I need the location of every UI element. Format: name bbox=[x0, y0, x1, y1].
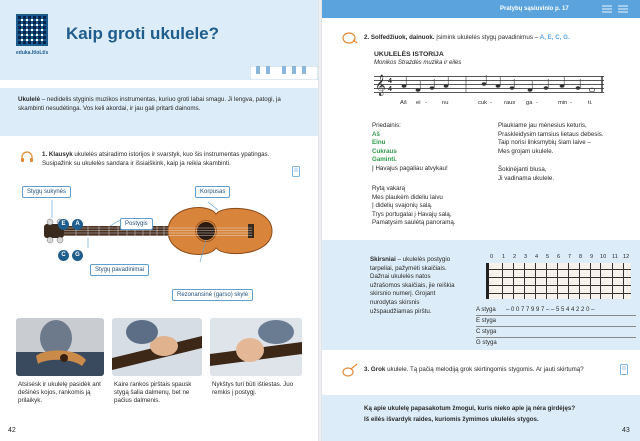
label-neck: Postygis bbox=[120, 218, 153, 230]
piano-keys-decoration bbox=[250, 66, 318, 80]
guitar-play-icon bbox=[342, 363, 358, 377]
string-letter-a: A bbox=[72, 219, 83, 230]
svg-text:𝄞: 𝄞 bbox=[375, 75, 386, 96]
tablet-icon[interactable] bbox=[292, 166, 300, 177]
menu-icons[interactable] bbox=[600, 3, 632, 15]
label-soundhole: Rezonansinė (garso) skylė bbox=[172, 289, 253, 301]
headphones-icon bbox=[20, 151, 34, 163]
question-2: Iš eilės išvardyk raides, kuriomis žymimos ukulelės stygos. bbox=[364, 416, 539, 423]
caption-2: Kaire rankos pirštais spausk stygą šalia dalmenų, bet ne pačius dalmenis. bbox=[114, 381, 192, 404]
workbook-reference[interactable]: Pratybų sąsiuvinio p. 17 bbox=[500, 6, 569, 12]
music-staff bbox=[374, 76, 604, 94]
page-title: Kaip groti ukulele? bbox=[66, 24, 220, 43]
label-tuning-pegs: Stygų sukynės bbox=[22, 186, 71, 198]
task3-text: 3. Grok ukulele. Tą pačią melodiją grok skirtingomis stygomis. Ar jauti skirtumą? bbox=[364, 366, 584, 373]
tab-row-c: C styga bbox=[476, 326, 636, 337]
verse-2: Plaukiame jau mėnesius keturis, Praskleidysim tamsius lietaus debesis. Taip norisi linksmybių šiam laive – Mes grojam ukulele. bbox=[498, 122, 604, 155]
tablet-icon-2[interactable] bbox=[620, 364, 628, 375]
string-letter-c: C bbox=[58, 250, 69, 261]
svg-text:4: 4 bbox=[388, 78, 392, 85]
task2-text: 2. Solfedžiuok, dainuok. Įsimink ukulelės stygų pavadinimus – A, E, C, G. bbox=[364, 34, 570, 41]
label-string-names: Stygų pavadinimai bbox=[90, 264, 149, 276]
frets-description: Skirsniai – ukulelės postygio tarpeliai, pažymėti skaičiais. Dažnai ukulelės natos užrašomos skaičiais, jie reiškia skirsnio numerį. Grojant nurodytas skirsnis užspaudžiamas pirštu. bbox=[370, 256, 455, 315]
tab-row-a: A styga – 0 0 7 7 9 9 7 – – 5 5 4 4 2 2 0 – bbox=[476, 307, 595, 313]
fret-numbers: 0 1 2 3 4 5 6 7 8 9 10 11 12 bbox=[490, 254, 630, 260]
svg-text:4: 4 bbox=[388, 86, 392, 93]
caption-1: Atsisėsk ir ukulelę pasidėk ant dešinės kojos, rankomis ją prilaikyk. bbox=[18, 381, 101, 404]
string-letter-e: E bbox=[58, 219, 69, 230]
question-1: Ką apie ukulelę papasakotum žmogui, kuris nieko apie ją nėra girdėjęs? bbox=[364, 405, 576, 412]
qr-link[interactable]: eduka.lt/oLt/s bbox=[16, 50, 49, 56]
review-questions bbox=[364, 403, 629, 425]
photo-left-hand-fingering bbox=[112, 318, 202, 376]
caption-3: Nykštys turi būti ištiestas. Juo remkis į postygį. bbox=[212, 381, 294, 396]
photo-thumb-position bbox=[210, 318, 302, 376]
qr-code[interactable] bbox=[16, 14, 48, 46]
page-fold bbox=[318, 0, 322, 441]
page-number-right: 43 bbox=[622, 427, 630, 434]
label-body: Korpusas bbox=[195, 186, 230, 198]
task1-text: 1. Klausyk ukulelės atsiradimo istorijos ir svarstyk, kuo šis instrumentas ypatingas. Susipažink su ukulelės sandara ir išsiaiškink, kaip ja reikia skambinti. bbox=[42, 151, 270, 167]
intro-text: Ukulelė – nedidelis styginis muzikos instrumentas, kuriuo groti labai smagu. Ji lengva, patogi, ja skambinti nesudėtinga. Vos keli akordai, ir jau gali pritarti dainoms. bbox=[18, 96, 281, 112]
song-title: UKULELĖS ISTORIJA bbox=[374, 51, 444, 58]
refrain-block: Priedainis: Aš Einu Cukraus Gaminti. Į Havajus pagaliau atvykau! bbox=[372, 122, 448, 172]
tab-table bbox=[476, 305, 636, 348]
photo-sitting-with-ukulele bbox=[16, 318, 104, 376]
header-bar bbox=[322, 0, 640, 18]
tab-row-e: E styga bbox=[476, 315, 636, 326]
tab-row-g: G styga bbox=[476, 337, 636, 348]
singing-icon bbox=[342, 32, 358, 44]
fretboard-diagram bbox=[486, 263, 631, 299]
song-subtitle: Monikos Strazdės muzika ir eilės bbox=[374, 60, 462, 66]
verse-1: Rytą vakarą Mes plaukėm dideliu laivu Į didelių svajonių salą. Trys portugalai į Havajų salą, Pamatysim saulėtą panoramą. bbox=[372, 185, 456, 227]
string-letter-g: G bbox=[72, 250, 83, 261]
verse-3: Šokinėjanti blusa, Ji vadinama ukulele. bbox=[498, 166, 555, 182]
page-number-left: 42 bbox=[8, 427, 16, 434]
